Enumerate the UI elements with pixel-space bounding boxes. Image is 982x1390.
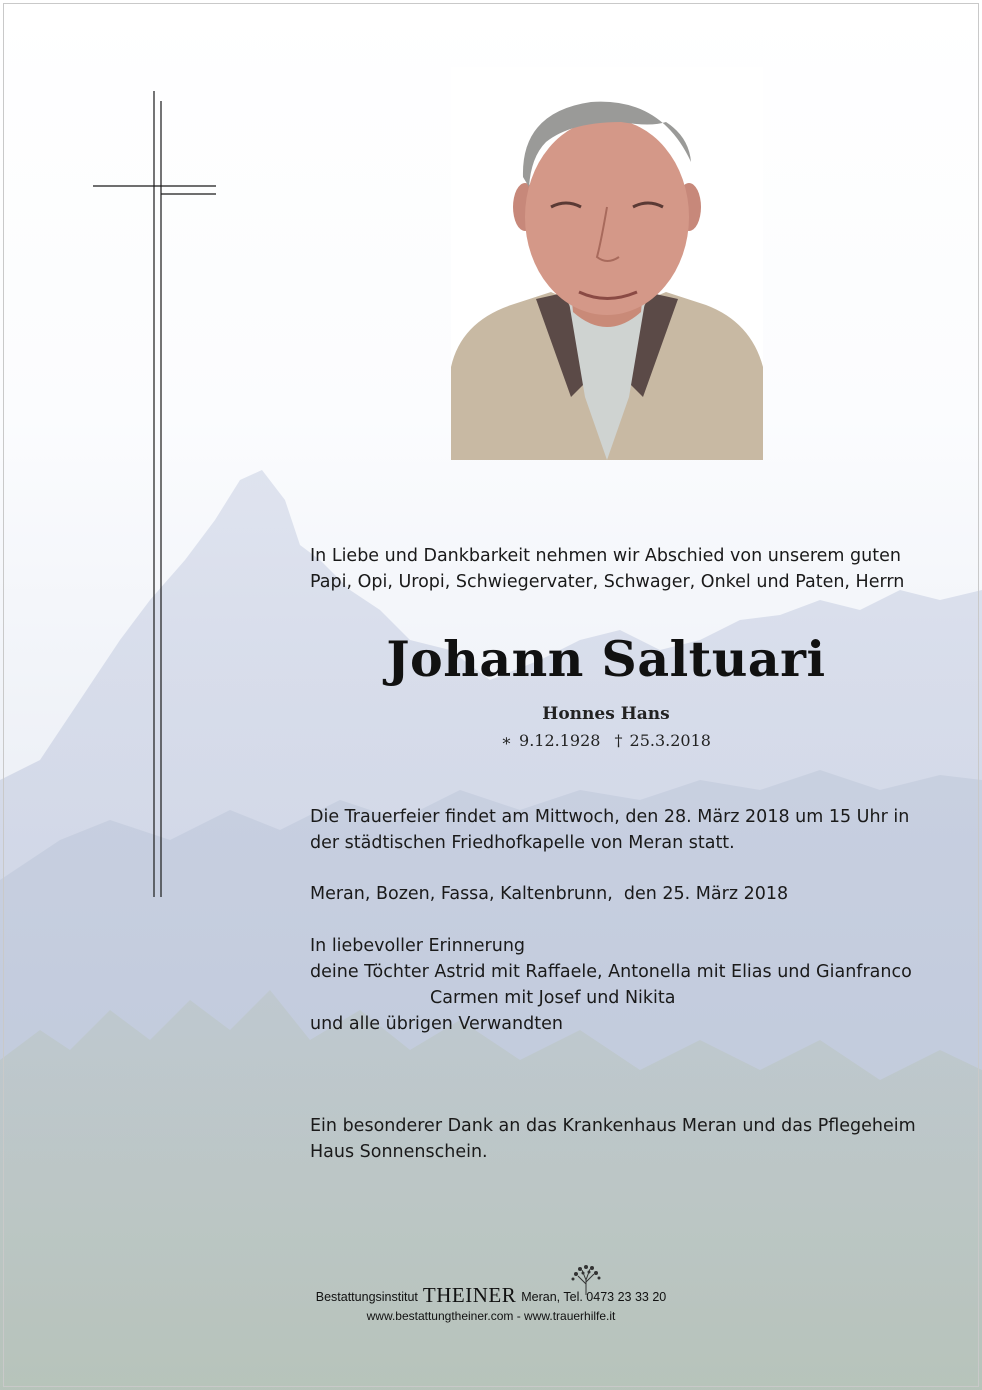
footer-contact: Meran, Tel. 0473 23 33 20 [521,1290,667,1304]
funeral-home-brand: THEINER [422,1283,517,1307]
place-and-date: Meran, Bozen, Fassa, Kaltenbrunn, den 25. März 2018 [310,884,789,904]
thanks-text [310,1113,920,1165]
remembrance-text [310,933,920,1037]
portrait-image [451,67,763,460]
remembrance-line: In liebevoller Erinnerung [310,936,526,956]
footer-websites: www.bestattungtheiner.com - www.trauerhilfe.it [366,1309,616,1323]
thanks-line: Haus Sonnenschein. [310,1142,488,1162]
intro-text [310,543,920,595]
service-line: der städtischen Friedhofkapelle von Meran statt. [310,833,735,853]
intro-line: In Liebe und Dankbarkeit nehmen wir Abschied von unserem guten [310,546,901,566]
service-line: Die Trauerfeier findet am Mittwoch, den 28. März 2018 um 15 Uhr in [310,807,910,827]
birth-date: ∗ 9.12.1928 [501,731,601,750]
funeral-service-text [310,804,920,856]
remembrance-line: Carmen mit Josef und Nikita [430,988,676,1008]
death-date: † 25.3.2018 [614,731,711,750]
remembrance-line: und alle übrigen Verwandten [310,1014,563,1034]
funeral-home-footer [0,1284,982,1324]
intro-line: Papi, Opi, Uropi, Schwiegervater, Schwager, Onkel und Paten, Herrn [310,572,905,592]
footer-contact-row [0,1284,982,1308]
remembrance-line: deine Töchter Astrid mit Raffaele, Antonella mit Elias und Gianfranco [310,962,912,982]
footer-prefix: Bestattungsinstitut [315,1290,418,1304]
deceased-name: Johann Saltuari [386,630,826,688]
portrait-photo [451,67,763,460]
deceased-nickname: Honnes Hans [542,704,670,724]
life-dates [300,731,912,750]
thanks-line: Ein besonderer Dank an das Krankenhaus Meran und das Pflegeheim [310,1116,916,1136]
